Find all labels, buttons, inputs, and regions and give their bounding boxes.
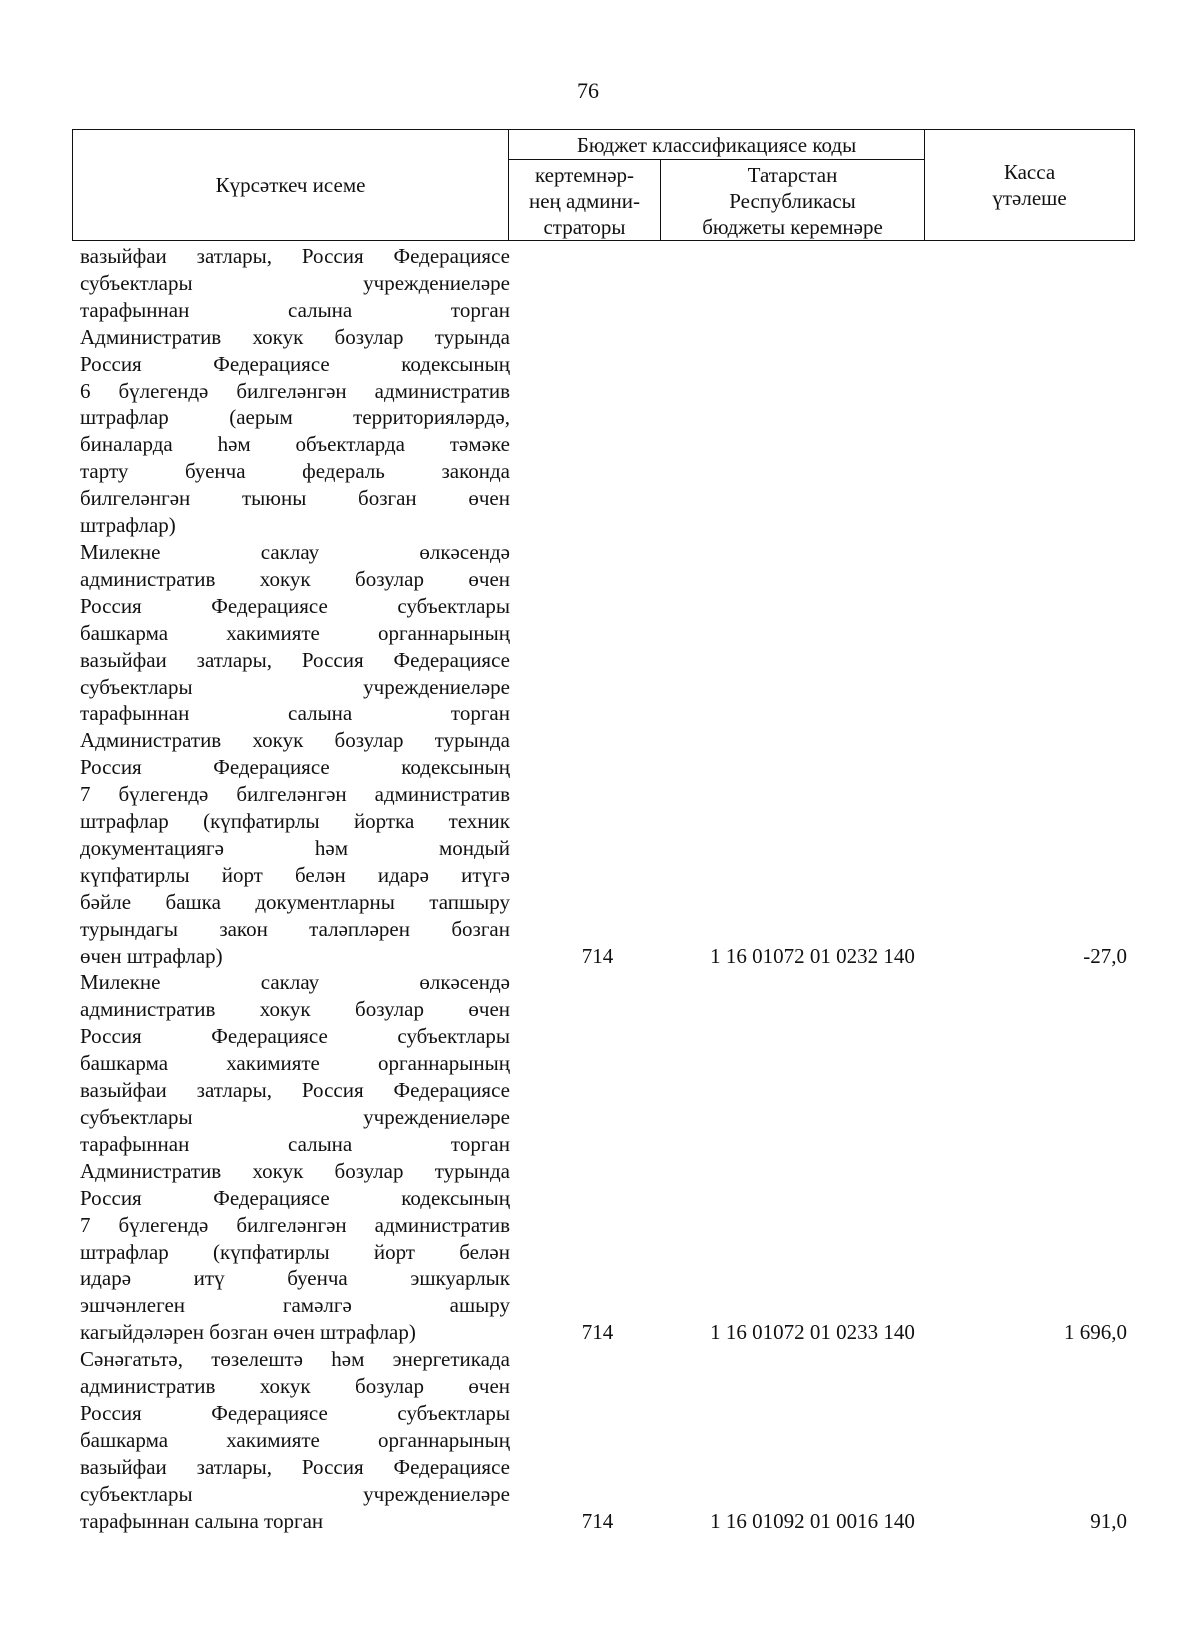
description-line: субъектлары учреждениеләре: [80, 270, 510, 295]
description-line: субъектлары учреждениеләре: [80, 674, 510, 699]
header-admin-line-1: кертемнәр-: [534, 163, 635, 187]
administrator-code: 714: [581, 943, 614, 968]
description-line: Россия Федерациясе кодексының: [80, 351, 510, 376]
cash-execution-amount: 1 696,0: [1064, 1320, 1127, 1345]
administrator-code: 714: [581, 1508, 614, 1533]
description-line: штрафлар): [80, 513, 176, 538]
description-line: башкарма хакимияте органнарының: [80, 620, 510, 645]
header-revenue-line-1: Татарстан: [747, 163, 838, 187]
description-line: башкарма хакимияте органнарының: [80, 1051, 510, 1076]
header-revenue-line-2: Республикасы: [729, 189, 856, 213]
table-row: [80, 969, 1135, 1346]
description-line: штрафлар (күпфатирлы йорт белән: [80, 1239, 510, 1264]
description-line: административ хокук бозулар өчен: [80, 566, 510, 591]
header-admin-line-3: страторы: [543, 215, 626, 239]
description-line: 7 бүлегендә билгеләнгән административ: [80, 782, 510, 807]
description-line: Сәнәгатьтә, төзелештә һәм энергетикада: [80, 1347, 510, 1372]
description-line: тарафыннан салына торган: [80, 1131, 510, 1156]
page-number: 76: [577, 78, 599, 103]
header-indicator-name: Күрсәткеч исеме: [73, 130, 509, 241]
header-cash-line-1: Касса: [1003, 160, 1056, 184]
description-line: штрафлар (аерым территорияләрдә,: [80, 405, 510, 430]
table-body: [80, 243, 1135, 1535]
description-line: тарту буенча федераль законда: [80, 459, 510, 484]
description-line: эшчәнлеген гамәлгә ашыру: [80, 1293, 510, 1318]
description-line: Россия Федерациясе субъектлары: [80, 1400, 510, 1425]
description-line: административ хокук бозулар өчен: [80, 997, 510, 1022]
cash-execution-amount: -27,0: [1083, 943, 1127, 968]
description-line: вазыйфаи затлары, Россия Федерациясе: [80, 647, 510, 672]
description-line: тарафыннан салына торган: [80, 701, 510, 726]
description-line: документациягә һәм мондый: [80, 835, 510, 860]
indicator-description: [80, 1346, 510, 1534]
description-line: Административ хокук бозулар турында: [80, 324, 510, 349]
description-line: идарә итү буенча эшкуарлык: [80, 1266, 510, 1291]
description-line: субъектлары учреждениеләре: [80, 1105, 510, 1129]
description-line: Россия Федерациясе субъектлары: [80, 1024, 510, 1049]
header-tatarstan-revenues: [661, 160, 925, 241]
header-revenue-line-3: бюджеты керемнәре: [702, 215, 883, 239]
description-line: күпфатирлы йорт белән идарә итүгә: [80, 862, 510, 887]
description-line: вазыйфаи затлары, Россия Федерациясе: [80, 244, 510, 268]
table-row: [80, 243, 1135, 539]
description-line: Россия Федерациясе субъектлары: [80, 593, 510, 618]
table-row: [80, 539, 1135, 970]
description-line: 7 бүлегендә билгеләнгән административ: [80, 1212, 510, 1237]
description-line: вазыйфаи затлары, Россия Федерациясе: [80, 1078, 510, 1103]
description-line: турындагы закон таләпләрен бозган: [80, 916, 510, 941]
description-line: 6 бүлегендә билгеләнгән административ: [80, 378, 510, 403]
indicator-description: [80, 969, 510, 1346]
cash-execution-amount: 91,0: [1090, 1508, 1127, 1533]
header-budget-classification-label: Бюджет классификациясе коды: [576, 132, 857, 157]
description-line: вазыйфаи затлары, Россия Федерациясе: [80, 1454, 510, 1479]
header-budget-classification: [509, 130, 925, 160]
header-cash-line-2: үтәлеше: [992, 186, 1067, 210]
description-line: административ хокук бозулар өчен: [80, 1374, 510, 1399]
description-line: тарафыннан салына торган: [80, 297, 510, 322]
description-line: биналарда һәм объектларда тәмәке: [80, 432, 510, 457]
header-cash-execution: [925, 130, 1135, 241]
budget-classification-code: 1 16 01072 01 0232 140: [710, 943, 915, 968]
description-line: Милекне саклау өлкәсендә: [80, 970, 510, 995]
description-line: башкарма хакимияте органнарының: [80, 1427, 510, 1452]
description-line: Россия Федерациясе кодексының: [80, 1185, 510, 1210]
description-line: бәйле башка документларны тапшыру: [80, 889, 510, 914]
description-line: кагыйдәләрен бозган өчен штрафлар): [80, 1320, 416, 1345]
description-line: тарафыннан салына торган: [80, 1508, 324, 1533]
header-admin-line-2: нең админи-: [528, 189, 641, 213]
description-line: өчен штрафлар): [80, 943, 223, 968]
description-line: штрафлар (күпфатирлы йортка техник: [80, 809, 510, 834]
description-line: билгеләнгән тыюны бозган өчен: [80, 486, 510, 511]
budget-classification-code: 1 16 01072 01 0233 140: [710, 1320, 915, 1345]
description-line: Административ хокук бозулар турында: [80, 728, 510, 753]
table-header: [72, 129, 1135, 241]
description-line: субъектлары учреждениеләре: [80, 1481, 510, 1506]
indicator-description: [80, 243, 510, 539]
header-revenue-administrators: [509, 160, 661, 241]
budget-classification-code: 1 16 01092 01 0016 140: [710, 1508, 915, 1533]
description-line: Россия Федерациясе кодексының: [80, 755, 510, 780]
indicator-description: [80, 539, 510, 970]
description-line: Милекне саклау өлкәсендә: [80, 539, 510, 564]
administrator-code: 714: [581, 1320, 614, 1345]
table-row: [80, 1346, 1135, 1534]
description-line: Административ хокук бозулар турында: [80, 1158, 510, 1183]
